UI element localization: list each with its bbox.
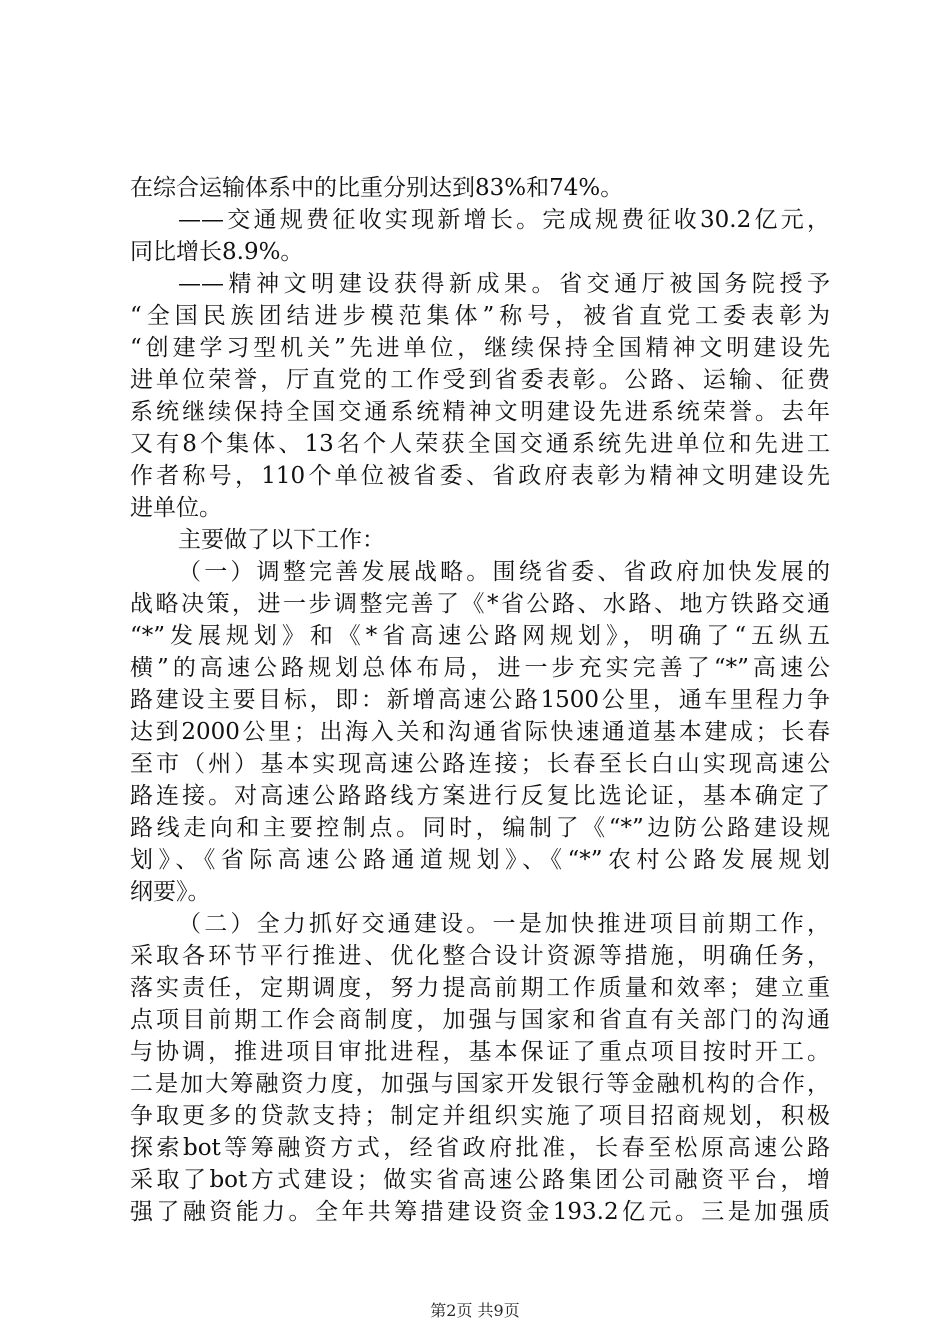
text-line: 作者称号，110个单位被省委、省政府表彰为精神文明建设先 <box>130 463 830 489</box>
text-line: 至市（州）基本实现高速公路连接；长春至长白山实现高速公 <box>130 751 830 777</box>
document-body <box>130 172 830 1228</box>
text-line: 同比增长8.9%。 <box>130 239 304 265</box>
text-line: 二是加大筹融资力度，加强与国家开发银行等金融机构的合作， <box>130 1071 830 1097</box>
text-line: 主要做了以下工作： <box>178 527 385 553</box>
text-line: （一）调整完善发展战略。围绕省委、省政府加快发展的 <box>178 559 830 585</box>
text-line: 落实责任，定期调度，努力提高前期工作质量和效率；建立重 <box>130 975 830 1001</box>
text-line: 路连接。对高速公路路线方案进行反复比选论证，基本确定了 <box>130 783 830 809</box>
text-line: ——精神文明建设获得新成果。省交通厅被国务院授予 <box>178 271 830 297</box>
text-line: 战略决策，进一步调整完善了《*省公路、水路、地方铁路交通 <box>130 591 830 617</box>
text-line: 进单位。 <box>130 495 222 521</box>
text-line: 与协调，推进项目审批进程，基本保证了重点项目按时开工。 <box>130 1039 830 1065</box>
text-line: 划》、《省际高速公路通道规划》、《“*”农村公路发展规划 <box>130 847 830 873</box>
text-line: 纲要》。 <box>130 879 211 905</box>
text-line: 系统继续保持全国交通系统精神文明建设先进系统荣誉。去年 <box>130 399 830 425</box>
text-line: 达到2000公里；出海入关和沟通省际快速通道基本建成；长春 <box>130 719 830 745</box>
text-line: （二）全力抓好交通建设。一是加快推进项目前期工作， <box>178 911 830 937</box>
text-line: 进单位荣誉，厅直党的工作受到省委表彰。公路、运输、征费 <box>130 367 830 393</box>
text-line: ——交通规费征收实现新增长。完成规费征收30.2亿元， <box>178 207 830 233</box>
text-line: 点项目前期工作会商制度，加强与国家和省直有关部门的沟通 <box>130 1007 830 1033</box>
text-line: 路线走向和主要控制点。同时，编制了《“*”边防公路建设规 <box>130 815 830 841</box>
text-line: “全国民族团结进步模范集体”称号，被省直党工委表彰为 <box>130 303 830 329</box>
text-line: 争取更多的贷款支持；制定并组织实施了项目招商规划，积极 <box>130 1103 830 1129</box>
text-line: “*”发展规划》和《*省高速公路网规划》，明确了“五纵五 <box>130 623 830 649</box>
text-line: 采取了bot方式建设；做实省高速公路集团公司融资平台，增 <box>130 1167 830 1193</box>
page-footer: 第2页 共9页 <box>430 1301 520 1320</box>
text-line: 采取各环节平行推进、优化整合设计资源等措施，明确任务， <box>130 943 830 969</box>
text-line: 探索bot等筹融资方式，经省政府批准，长春至松原高速公路 <box>130 1135 830 1161</box>
text-line: 又有8个集体、13名个人荣获全国交通系统先进单位和先进工 <box>130 431 830 457</box>
text-line: “创建学习型机关”先进单位，继续保持全国精神文明建设先 <box>130 335 830 361</box>
text-line: 路建设主要目标，即：新增高速公路1500公里，通车里程力争 <box>130 687 830 713</box>
text-line: 在综合运输体系中的比重分别达到83%和74%。 <box>130 175 624 201</box>
text-line: 强了融资能力。全年共筹措建设资金193.2亿元。三是加强质 <box>130 1199 830 1225</box>
text-line: 横”的高速公路规划总体布局，进一步充实完善了“*”高速公 <box>130 655 830 681</box>
